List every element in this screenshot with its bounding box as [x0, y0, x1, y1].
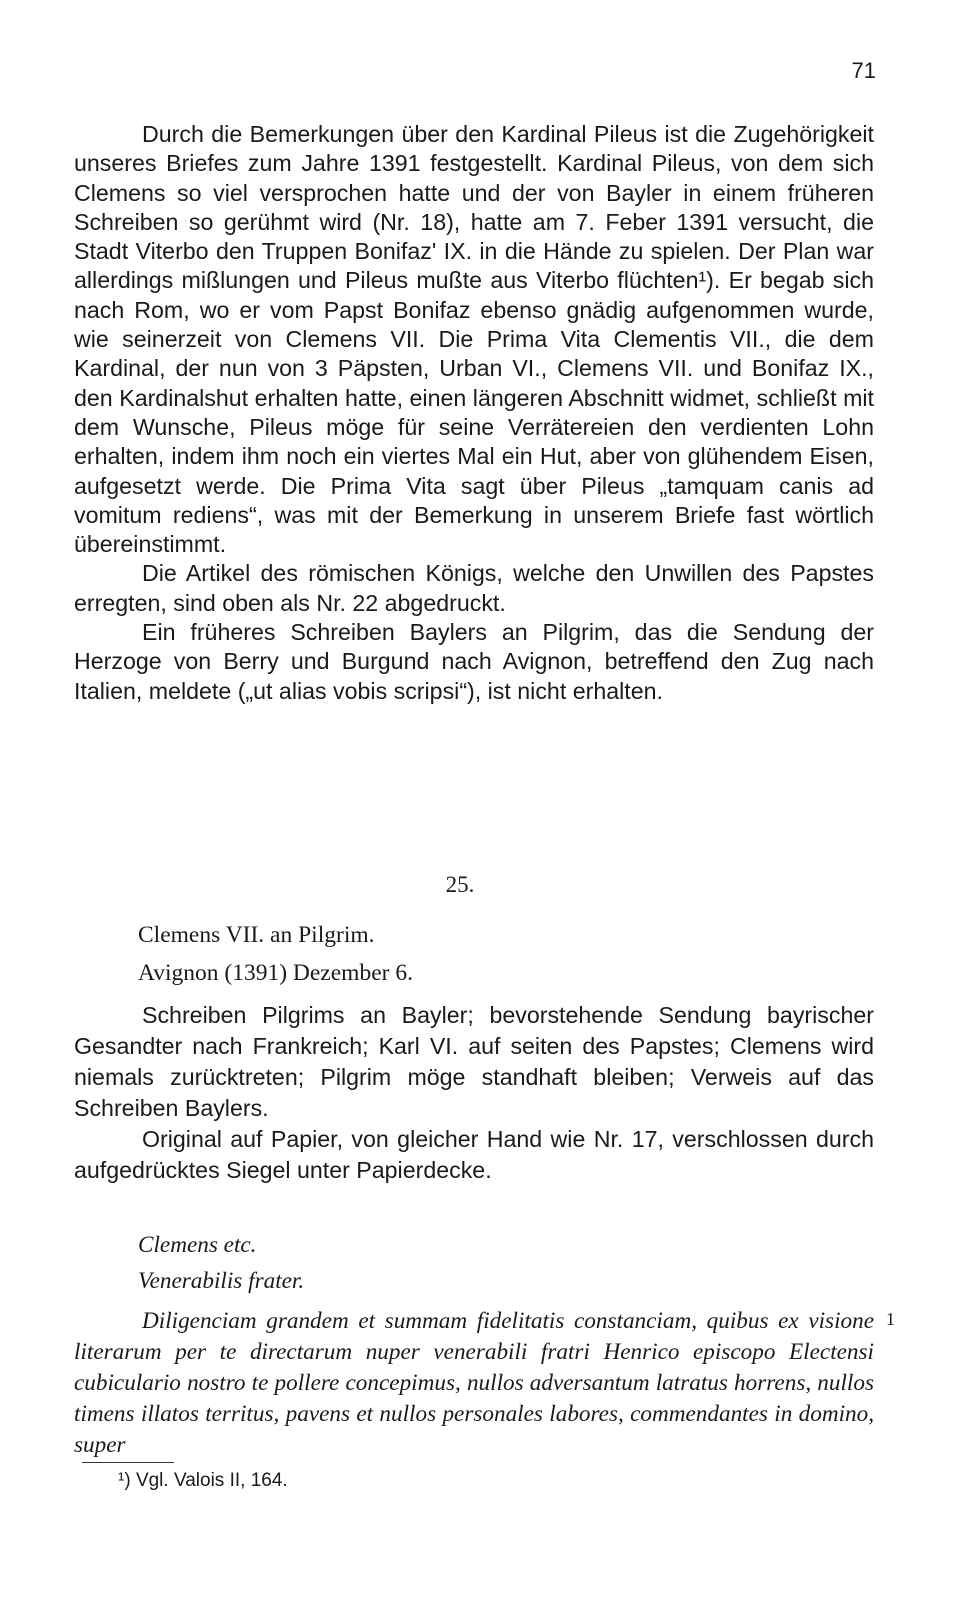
latin-text [74, 1306, 874, 1461]
regest-source-note: Original auf Papier, von gleicher Hand wie Nr. 17, verschlossen durch aufgedrücktes Siegel unter Papierdecke. [74, 1126, 874, 1183]
footnote-mark: ¹) [118, 1470, 131, 1491]
line-number: 1 [886, 1309, 895, 1329]
commentary-paragraph-1: Durch die Bemerkungen über den Kardinal Pileus ist die Zugehörigkeit unseres Briefes zum Jahre 1391 festgestellt. Kardinal Pileus, von dem sich Clemens so viel versprochen hatte und der von Bayler in einem früheren Schreiben so gerühmt wird (Nr. 18), hatte am 7. Feber 1391 versucht, die Stadt Viterbo den Truppen Bonifaz' IX. in die Hände zu spielen. Der Plan war allerdings mißlungen und Pileus mußte aus Viterbo flüchten¹). Er begab sich nach Rom, wo er vom Papst Bonifaz ebenso gnädig aufgenommen wurde, wie seinerzeit von Clemens VII. Die Prima Vita Clementis VII., die dem Kardinal, der nun von 3 Päpsten, Urban VI., Clemens VII. und Bonifaz IX., den Kardinalshut erhalten hatte, einen längeren Abschnitt widmet, schließt mit dem Wunsche, Pileus möge für seine Verrätereien den verdienten Lohn erhalten, indem ihm noch ein viertes Mal ein Hut, aber von glühendem Eisen, aufgesetzt werde. Die Prima Vita sagt über Pileus „tamquam canis ad vomitum rediens“, was mit der Bemerkung in unserem Briefe fast wörtlich übereinstimmt. [74, 121, 874, 558]
commentary-paragraph-3: Ein früheres Schreiben Baylers an Pilgrim, das die Sendung der Herzoge von Berry und Burgund nach Avignon, betreffend den Zug nach Italien, meldete („ut alias vobis scripsi“), ist nicht erhalten. [74, 619, 874, 704]
latin-address: Venerabilis frater. [138, 1268, 305, 1294]
document-heading: Clemens VII. an Pilgrim. [138, 922, 375, 948]
document-place-date: Avignon (1391) Dezember 6. [138, 960, 413, 986]
regest-section [74, 1000, 874, 1186]
commentary-paragraph-2: Die Artikel des römischen Königs, welche den Unwillen des Papstes erregten, sind oben als Nr. 22 abgedruckt. [74, 560, 874, 616]
footnote-text: Vgl. Valois II, 164. [135, 1470, 288, 1491]
latin-salutation: Clemens etc. [138, 1232, 257, 1258]
document-number: 25. [445, 872, 475, 897]
footnote-divider [82, 1462, 174, 1463]
latin-paragraph: Diligenciam grandem et summam fidelitatis constanciam, quibus ex visione literarum per te directarum nuper venerabili fratri Henrico episcopo Electensi cubiculario nostro te pollere concepimus, nullos adversantum latratus horrens, nullos timens illatos territus, pavens et nullos personales labores, commendantes in domino, super [74, 1308, 874, 1458]
commentary-section [74, 120, 874, 706]
regest-summary: Schreiben Pilgrims an Bayler; bevorstehende Sendung bayrischer Gesandter nach Frankreich; Karl VI. auf seiten des Papstes; Clemens wird niemals zurücktreten; Pilgrim möge standhaft bleiben; Verweis auf das Schreiben Baylers. [74, 1002, 874, 1121]
footnote [118, 1470, 288, 1492]
page-number: 71 [851, 58, 876, 83]
